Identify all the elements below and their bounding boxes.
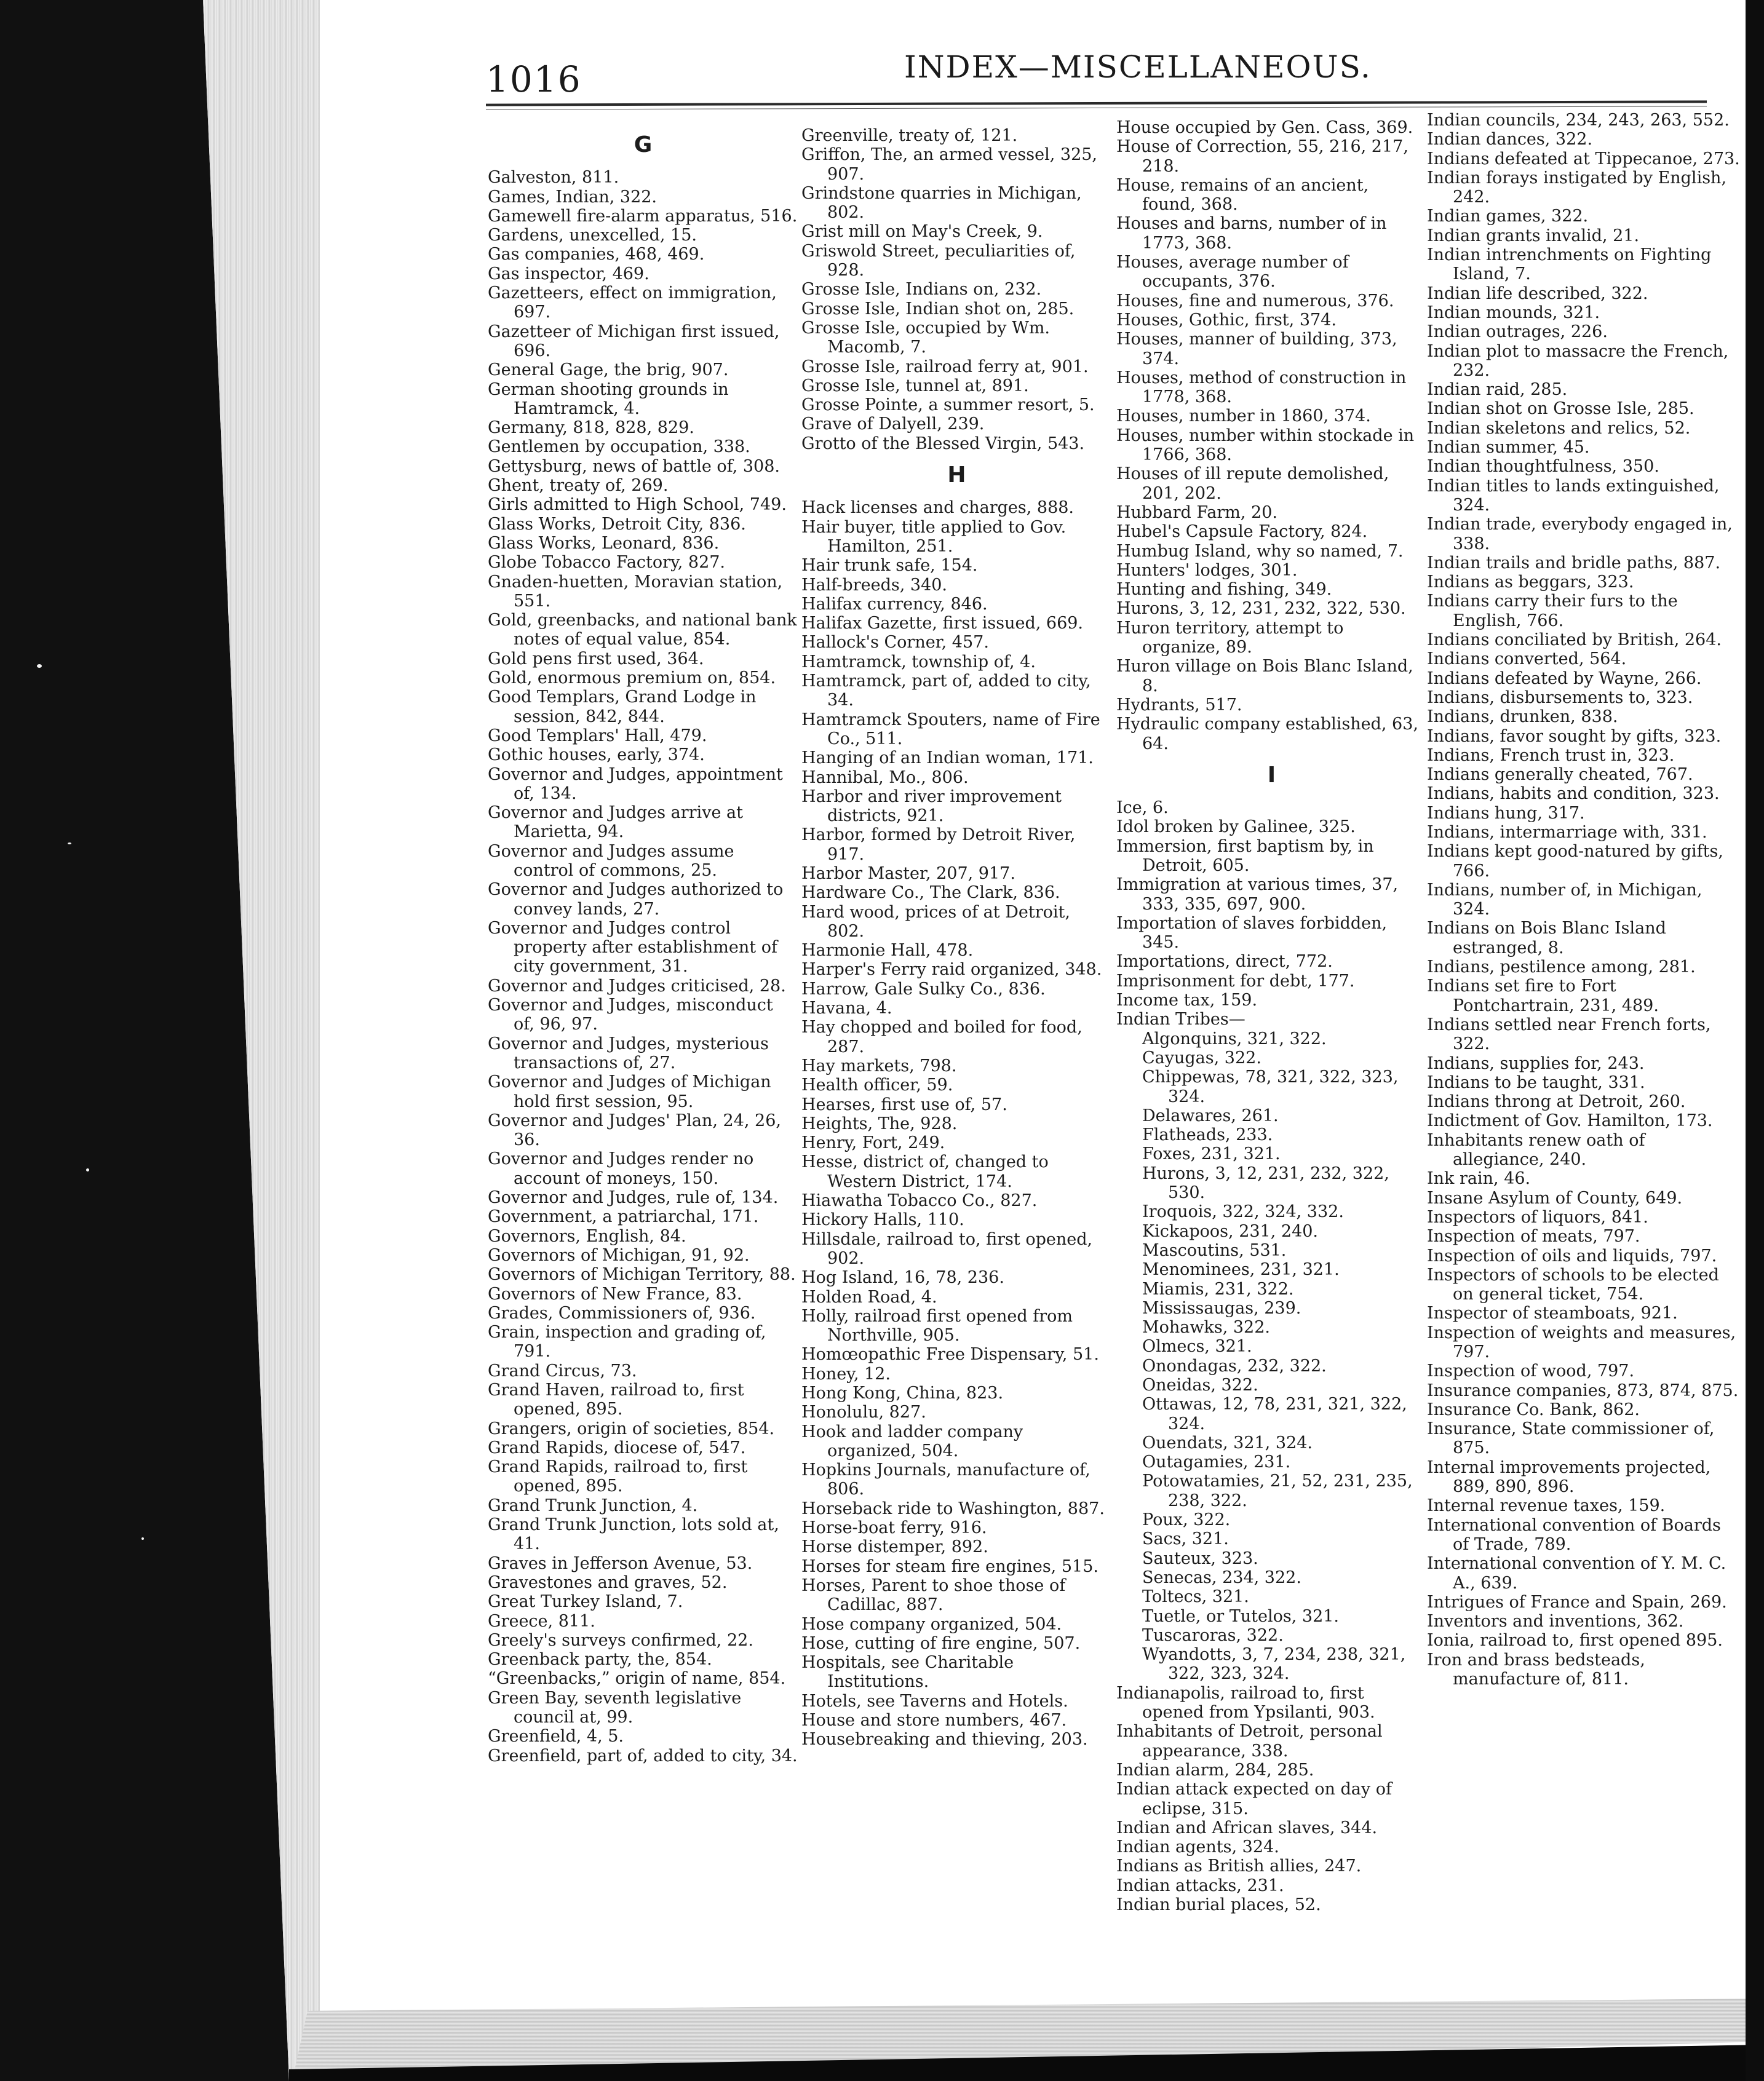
index-entry: Governor and Judges, mysterious transactions of, 27. — [488, 1034, 769, 1072]
index-entry: Hubbard Farm, 20. — [1116, 502, 1277, 522]
index-entry: Inspectors of liquors, 841. — [1427, 1207, 1648, 1227]
index-entry: Grosse Isle, tunnel at, 891. — [801, 376, 1029, 395]
index-entry: Gravestones and graves, 52. — [488, 1572, 728, 1592]
page-number: 1016 — [486, 58, 582, 100]
index-entry: Indians, disbursements to, 323. — [1427, 688, 1693, 707]
index-entry: Houses of ill repute demolished, 201, 202. — [1116, 464, 1389, 503]
index-entry: Grand Rapids, diocese of, 547. — [488, 1438, 746, 1457]
section-letter: G — [634, 132, 653, 157]
index-entry: Indians, supplies for, 243. — [1427, 1053, 1645, 1073]
index-subentry: Wyandotts, 3, 7, 234, 238, 321, 322, 323, 324. — [1142, 1645, 1406, 1684]
index-entry: International convention of Boards of Trade, 789. — [1427, 1515, 1721, 1554]
index-subentry: Mascoutins, 531. — [1142, 1240, 1287, 1260]
index-entry: Idol broken by Galinee, 325. — [1116, 817, 1356, 837]
index-entry: Indian trails and bridle paths, 887. — [1427, 553, 1721, 573]
index-column-2 — [801, 126, 1112, 1750]
index-entry: Insurance Co. Bank, 862. — [1427, 1400, 1640, 1419]
index-entry: Halifax Gazette, first issued, 669. — [801, 614, 1084, 633]
index-entry: General Gage, the brig, 907. — [488, 360, 729, 380]
index-entry: Gettysburg, news of battle of, 308. — [488, 456, 780, 476]
index-entry: Indian councils, 234, 243, 263, 552. — [1427, 111, 1730, 130]
index-subentry: Potowatamies, 21, 52, 231, 235, 238, 322. — [1142, 1472, 1413, 1510]
index-column-3 — [1116, 118, 1427, 1914]
index-subentry: Iroquois, 322, 324, 332. — [1142, 1202, 1344, 1222]
section-letter: I — [1267, 762, 1276, 788]
index-entry: Griffon, The, an armed vessel, 325, 907. — [801, 145, 1098, 184]
index-entry: Ice, 6. — [1116, 798, 1169, 818]
index-entry: Indians defeated at Tippecanoe, 273. — [1427, 149, 1740, 168]
index-subentry: Menominees, 231, 321. — [1142, 1260, 1340, 1280]
index-entry: Indian trade, everybody engaged in, 338. — [1427, 515, 1733, 553]
speck — [68, 842, 71, 844]
index-entry: Indians, habits and condition, 323. — [1427, 784, 1720, 804]
index-entry: Girls admitted to High School, 749. — [488, 495, 787, 515]
index-entry: Holden Road, 4. — [801, 1287, 937, 1307]
index-entry: Indians as beggars, 323. — [1427, 573, 1634, 592]
index-entry: Houses and barns, number of in 1773, 368. — [1116, 214, 1387, 253]
index-entry: Houses, number within stockade in 1766, 368. — [1116, 426, 1415, 465]
index-entry: House occupied by Gen. Cass, 369. — [1116, 118, 1413, 137]
index-subentry: Hurons, 3, 12, 231, 232, 322, 530. — [1142, 1163, 1389, 1203]
index-entry: Hesse, district of, changed to Western District, 174. — [801, 1152, 1049, 1191]
index-entry: Hanging of an Indian woman, 171. — [801, 748, 1094, 768]
index-entry: Internal revenue taxes, 159. — [1427, 1496, 1666, 1516]
index-entry: Houses, fine and numerous, 376. — [1116, 291, 1394, 311]
index-entry: Governors, English, 84. — [488, 1226, 686, 1246]
index-entry: Governor and Judges of Michigan hold first session, 95. — [488, 1072, 771, 1111]
index-entry: Galveston, 811. — [488, 168, 619, 188]
index-entry: Harper's Ferry raid organized, 348. — [801, 960, 1102, 980]
index-entry: Indians to be taught, 331. — [1427, 1072, 1645, 1092]
index-entry: Hearses, first use of, 57. — [801, 1095, 1007, 1114]
index-entry: Inspection of wood, 797. — [1427, 1362, 1635, 1381]
index-entry: Homœopathic Free Dispensary, 51. — [801, 1345, 1099, 1365]
index-entry: Indians, favor sought by gifts, 323. — [1427, 726, 1722, 746]
index-entry: Indians defeated by Wayne, 266. — [1427, 668, 1702, 688]
index-entry: Governor and Judges, misconduct of, 96, 97. — [488, 996, 773, 1034]
index-entry: Indians set fire to Fort Pontchartrain, 231, 489. — [1427, 977, 1659, 1015]
index-entry: Harbor and river improvement districts, 921. — [801, 787, 1062, 826]
index-entry: Indianapolis, railroad to, first opened from Ypsilanti, 903. — [1116, 1683, 1375, 1722]
index-entry: Houses, manner of building, 373, 374. — [1116, 330, 1397, 368]
index-entry: Great Turkey Island, 7. — [488, 1592, 683, 1612]
index-entry: Indians, drunken, 838. — [1427, 707, 1618, 727]
index-entry: Governor and Judges control property after establishment of city government, 31. — [488, 918, 777, 977]
index-entry: Indians conciliated by British, 264. — [1427, 630, 1722, 650]
index-entry: Indian life described, 322. — [1427, 283, 1648, 303]
index-entry: Governor and Judges, appointment of, 134. — [488, 764, 783, 803]
index-entry: Hunting and fishing, 349. — [1116, 580, 1332, 600]
index-entry: Indians, number of, in Michigan, 324. — [1427, 880, 1702, 919]
index-entry: Hamtramck, township of, 4. — [801, 652, 1036, 672]
index-entry: Hair trunk safe, 154. — [801, 556, 978, 576]
index-entry: Hard wood, prices of at Detroit, 802. — [801, 902, 1070, 941]
index-entry: Indian burial places, 52. — [1116, 1895, 1321, 1915]
index-entry: Housebreaking and thieving, 203. — [801, 1730, 1088, 1750]
index-entry: International convention of Y. M. C. A., 639. — [1427, 1554, 1726, 1593]
index-entry: Indians generally cheated, 767. — [1427, 765, 1693, 785]
index-entry: Grosse Pointe, a summer resort, 5. — [801, 395, 1095, 415]
index-subentry: Toltecs, 321. — [1142, 1587, 1249, 1607]
index-entry: Grindstone quarries in Michigan, 802. — [801, 183, 1082, 223]
index-subentry: Ouendats, 321, 324. — [1142, 1433, 1313, 1453]
index-entry: Heights, The, 928. — [801, 1114, 958, 1133]
index-entry: Indian grants invalid, 21. — [1427, 226, 1640, 245]
index-entry: Indian mounds, 321. — [1427, 303, 1600, 322]
index-entry: Gnaden-huetten, Moravian station, 551. — [488, 572, 783, 611]
index-entry: Ionia, railroad to, first opened 895. — [1427, 1631, 1723, 1651]
index-entry: Gardens, unexcelled, 15. — [488, 226, 697, 245]
index-entry: Gazetteers, effect on immigration, 697. — [488, 283, 777, 322]
index-entry: Grist mill on May's Creek, 9. — [801, 222, 1043, 242]
index-entry: Intrigues of France and Spain, 269. — [1427, 1592, 1727, 1612]
index-entry: Indian thoughtfulness, 350. — [1427, 457, 1659, 477]
index-entry: Globe Tobacco Factory, 827. — [488, 553, 726, 573]
index-entry: Imprisonment for debt, 177. — [1116, 971, 1355, 991]
index-subentry: Olmecs, 321. — [1142, 1337, 1252, 1357]
index-entry: Graves in Jefferson Avenue, 53. — [488, 1553, 753, 1573]
index-entry: Indians throng at Detroit, 260. — [1427, 1092, 1686, 1112]
index-entry: Indians carry their furs to the English, 766. — [1427, 592, 1678, 630]
speck — [37, 664, 42, 668]
index-entry: Iron and brass bedsteads, manufacture of, 811. — [1427, 1650, 1645, 1689]
index-entry: Indian and African slaves, 344. — [1116, 1818, 1378, 1837]
index-entry: Indian attack expected on day of eclipse, 315. — [1116, 1780, 1392, 1818]
index-entry: Grand Haven, railroad to, first opened, 895. — [488, 1381, 744, 1419]
index-entry: Humbug Island, why so named, 7. — [1116, 541, 1404, 561]
index-entry: Governors of New France, 83. — [488, 1284, 742, 1304]
index-entry: Internal improvements projected, 889, 890, 896. — [1427, 1457, 1711, 1497]
index-entry: Health officer, 59. — [801, 1076, 953, 1095]
index-entry: Glass Works, Leonard, 836. — [488, 533, 720, 553]
index-entry: Horseback ride to Washington, 887. — [801, 1499, 1105, 1518]
index-entry: Immigration at various times, 37, 333, 335, 697, 900. — [1116, 875, 1399, 914]
index-entry: Grosse Isle, Indian shot on, 285. — [801, 299, 1075, 319]
index-entry: Grosse Isle, Indians on, 232. — [801, 280, 1042, 299]
index-subentry: Sacs, 321. — [1142, 1529, 1229, 1549]
index-subentry: Chippewas, 78, 321, 322, 323, 324. — [1142, 1068, 1399, 1106]
index-subentry: Algonquins, 321, 322. — [1142, 1029, 1327, 1048]
index-entry: “Greenbacks,” origin of name, 854. — [488, 1669, 786, 1689]
index-entry: German shooting grounds in Hamtramck, 4. — [488, 379, 729, 418]
index-entry: Holly, railroad first opened from Northville, 905. — [801, 1306, 1073, 1346]
index-entry: Governor and Judges arrive at Marietta, 94. — [488, 803, 743, 842]
index-entry: Greenfield, part of, added to city, 34. — [488, 1746, 798, 1766]
index-entry: Harmonie Hall, 478. — [801, 941, 974, 961]
index-entry: Grotto of the Blessed Virgin, 543. — [801, 434, 1085, 453]
index-entry: Immersion, first baptism by, in Detroit, 605. — [1116, 836, 1374, 875]
index-entry: Gentlemen by occupation, 338. — [488, 437, 750, 457]
index-entry: Governor and Judges authorized to convey lands, 27. — [488, 880, 784, 919]
index-entry: Hong Kong, China, 823. — [801, 1384, 1004, 1403]
index-entry: Inventors and inventions, 362. — [1427, 1612, 1684, 1631]
index-entry: Ink rain, 46. — [1427, 1169, 1531, 1189]
index-entry: Governors of Michigan, 91, 92. — [488, 1245, 750, 1265]
index-entry: Gas companies, 468, 469. — [488, 245, 705, 264]
index-entry: Honolulu, 827. — [801, 1403, 926, 1422]
index-subentry: Miamis, 231, 322. — [1142, 1279, 1294, 1299]
index-entry: Good Templars' Hall, 479. — [488, 726, 707, 745]
header-rule — [486, 100, 1707, 106]
index-entry: Hiawatha Tobacco Co., 827. — [801, 1191, 1038, 1211]
index-entry: Hamtramck, part of, added to city, 34. — [801, 672, 1091, 710]
index-entry: Indians converted, 564. — [1427, 649, 1627, 669]
index-entry: Horse distemper, 892. — [801, 1537, 988, 1557]
index-entry: Gas inspector, 469. — [488, 264, 650, 283]
index-entry: Grand Circus, 73. — [488, 1361, 637, 1381]
index-entry: Hardware Co., The Clark, 836. — [801, 883, 1060, 903]
index-entry: Greenback party, the, 854. — [488, 1650, 712, 1670]
section-letter: H — [947, 462, 966, 488]
index-entry: Grand Trunk Junction, 4. — [488, 1496, 698, 1515]
index-entry: Grades, Commissioners of, 936. — [488, 1303, 756, 1323]
index-entry: Houses, average number of occupants, 376. — [1116, 253, 1349, 291]
index-entry: Hose company organized, 504. — [801, 1614, 1062, 1634]
index-entry: Hopkins Journals, manufacture of, 806. — [801, 1461, 1091, 1499]
index-entry: Indian summer, 45. — [1427, 438, 1590, 458]
index-entry: Indian shot on Grosse Isle, 285. — [1427, 399, 1694, 419]
index-entry: Indian titles to lands extinguished, 324. — [1427, 476, 1720, 515]
index-entry: Gazetteer of Michigan first issued, 696. — [488, 322, 780, 360]
index-subentry: Senecas, 234, 322. — [1142, 1568, 1301, 1587]
index-entry: Insurance companies, 873, 874, 875. — [1427, 1381, 1739, 1400]
index-entry: Hydraulic company established, 63, 64. — [1116, 715, 1418, 753]
index-entry: Indian attacks, 231. — [1116, 1876, 1284, 1895]
index-entry: Germany, 818, 828, 829. — [488, 418, 694, 438]
index-subentry: Kickapoos, 231, 240. — [1142, 1221, 1319, 1241]
index-entry: Horse-boat ferry, 916. — [801, 1518, 987, 1538]
index-entry: Governor and Judges, rule of, 134. — [488, 1188, 779, 1208]
index-entry: House and store numbers, 467. — [801, 1711, 1067, 1730]
index-entry: Indians as British allies, 247. — [1116, 1857, 1362, 1876]
index-column-4 — [1427, 111, 1741, 1689]
index-entry: Inspection of weights and measures, 797. — [1427, 1323, 1736, 1362]
index-entry: Hay markets, 798. — [801, 1056, 957, 1076]
index-entry: Hillsdale, railroad to, first opened, 902. — [801, 1229, 1093, 1268]
index-entry: Grave of Dalyell, 239. — [801, 414, 985, 434]
index-entry: Indians, pestilence among, 281. — [1427, 957, 1696, 977]
index-entry: Houses, number in 1860, 374. — [1116, 406, 1371, 426]
index-subentry: Onondagas, 232, 322. — [1142, 1356, 1327, 1376]
index-entry: Indian raid, 285. — [1427, 380, 1568, 400]
index-subentry: Tuetle, or Tutelos, 321. — [1142, 1606, 1340, 1626]
index-subentry: Oneidas, 322. — [1142, 1376, 1258, 1395]
index-entry: Houses, Gothic, first, 374. — [1116, 310, 1337, 330]
scanner-right-shadow — [1746, 0, 1764, 2081]
index-entry: Indians, French trust in, 323. — [1427, 745, 1675, 765]
index-entry: House of Correction, 55, 216, 217, 218. — [1116, 137, 1408, 176]
index-entry: Indians settled near French forts, 322. — [1427, 1015, 1711, 1054]
index-entry: Indians hung, 317. — [1427, 803, 1585, 823]
index-entry: Indian Tribes— — [1116, 1010, 1246, 1029]
running-head: INDEX—MISCELLANEOUS. — [904, 49, 1372, 85]
index-entry: Harbor, formed by Detroit River, 917. — [801, 825, 1076, 864]
index-entry: Hubel's Capsule Factory, 824. — [1116, 522, 1368, 542]
index-entry: Hotels, see Taverns and Hotels. — [801, 1691, 1068, 1711]
index-entry: Grangers, origin of societies, 854. — [488, 1419, 775, 1438]
index-entry: Glass Works, Detroit City, 836. — [488, 514, 746, 534]
index-entry: Good Templars, Grand Lodge in session, 842, 844. — [488, 688, 757, 726]
index-entry: Houses, method of construction in 1778, 368. — [1116, 368, 1407, 407]
index-entry: Indian outrages, 226. — [1427, 322, 1608, 342]
index-entry: Hamtramck Spouters, name of Fire Co., 511. — [801, 710, 1100, 748]
index-entry: Greece, 811. — [488, 1611, 595, 1631]
index-entry: Importations, direct, 772. — [1116, 952, 1333, 972]
index-entry: Inspectors of schools to be elected on general ticket, 754. — [1427, 1265, 1719, 1304]
index-entry: Greenville, treaty of, 121. — [801, 126, 1018, 145]
index-entry: Half-breeds, 340. — [801, 575, 948, 595]
index-entry: Gold, enormous premium on, 854. — [488, 668, 776, 688]
index-subentry: Tuscaroras, 322. — [1142, 1625, 1284, 1645]
index-entry: Havana, 4. — [801, 999, 892, 1018]
index-subentry: Mohawks, 322. — [1142, 1318, 1270, 1338]
index-entry: Hook and ladder company organized, 504. — [801, 1422, 1023, 1461]
index-entry: Inspector of steamboats, 921. — [1427, 1304, 1678, 1323]
index-entry: Governor and Judges assume control of commons, 25. — [488, 841, 734, 880]
index-entry: Hog Island, 16, 78, 236. — [801, 1268, 1004, 1288]
index-entry: Indian intrenchments on Fighting Island, 7. — [1427, 245, 1712, 284]
index-entry: Grosse Isle, occupied by Wm. Macomb, 7. — [801, 318, 1051, 357]
index-entry: Indian skeletons and relics, 52. — [1427, 418, 1691, 438]
index-entry: Indian plot to massacre the French, 232. — [1427, 341, 1729, 380]
index-entry: Governors of Michigan Territory, 88. — [488, 1265, 796, 1285]
index-entry: Griswold Street, peculiarities of, 928. — [801, 241, 1076, 280]
index-entry: Green Bay, seventh legislative council at, 99. — [488, 1688, 742, 1727]
index-entry: Indian alarm, 284, 285. — [1116, 1760, 1314, 1780]
index-entry: Gold, greenbacks, and national bank notes of equal value, 854. — [488, 611, 797, 649]
index-entry: Grand Rapids, railroad to, first opened, 895. — [488, 1457, 748, 1496]
index-entry: Indian dances, 322. — [1427, 130, 1593, 149]
index-entry: Hose, cutting of fire engine, 507. — [801, 1633, 1081, 1653]
index-subentry: Delawares, 261. — [1142, 1106, 1279, 1125]
index-subentry: Foxes, 231, 321. — [1142, 1144, 1281, 1164]
index-entry: Hydrants, 517. — [1116, 695, 1242, 715]
index-entry: Henry, Fort, 249. — [801, 1133, 945, 1153]
index-entry: Grand Trunk Junction, lots sold at, 41. — [488, 1515, 779, 1554]
index-entry: Income tax, 159. — [1116, 991, 1258, 1010]
index-subentry: Ottawas, 12, 78, 231, 321, 322, 324. — [1142, 1395, 1407, 1433]
index-entry: Horses for steam fire engines, 515. — [801, 1556, 1099, 1576]
index-entry: Hair buyer, title applied to Gov. Hamilton, 251. — [801, 517, 1067, 556]
index-subentry: Poux, 322. — [1142, 1510, 1231, 1530]
index-entry: Indian agents, 324. — [1116, 1837, 1279, 1857]
index-subentry: Sauteux, 323. — [1142, 1548, 1258, 1568]
index-entry: Insane Asylum of County, 649. — [1427, 1188, 1683, 1208]
index-entry: Huron territory, attempt to organize, 89. — [1116, 618, 1344, 657]
index-entry: Honey, 12. — [801, 1364, 891, 1384]
index-entry: Government, a patriarchal, 171. — [488, 1207, 759, 1227]
index-subentry: Outagamies, 231. — [1142, 1453, 1291, 1472]
index-subentry: Flatheads, 233. — [1142, 1125, 1273, 1145]
index-entry: Hay chopped and boiled for food, 287. — [801, 1018, 1083, 1056]
index-entry: Hunters' lodges, 301. — [1116, 560, 1298, 580]
index-entry: Indian games, 322. — [1427, 207, 1589, 226]
index-entry: Governor and Judges render no account of moneys, 150. — [488, 1149, 754, 1188]
index-entry: Indians on Bois Blanc Island estranged, 8. — [1427, 919, 1666, 957]
index-entry: Huron village on Bois Blanc Island, 8. — [1116, 657, 1413, 696]
index-entry: Horses, Parent to shoe those of Cadillac, 887. — [801, 1576, 1066, 1615]
index-entry: Greenfield, 4, 5. — [488, 1727, 624, 1746]
index-column-1 — [488, 123, 798, 1766]
index-entry: Gothic houses, early, 374. — [488, 745, 705, 765]
speck — [141, 1537, 144, 1540]
index-entry: Greely's surveys confirmed, 22. — [488, 1630, 753, 1650]
header-rule-thin — [486, 106, 1707, 109]
index-subentry: Cayugas, 322. — [1142, 1048, 1261, 1068]
index-entry: Hack licenses and charges, 888. — [801, 498, 1075, 518]
index-entry: Halifax currency, 846. — [801, 594, 988, 614]
index-entry: Grosse Isle, railroad ferry at, 901. — [801, 357, 1089, 376]
index-entry: Inhabitants of Detroit, personal appearance, 338. — [1116, 1722, 1383, 1761]
index-entry: Grain, inspection and grading of, 791. — [488, 1323, 766, 1362]
index-entry: Indians kept good-natured by gifts, 766. — [1427, 842, 1723, 881]
index-entry: Importation of slaves forbidden, 345. — [1116, 913, 1388, 953]
index-entry: Games, Indian, 322. — [488, 187, 658, 207]
index-entry: Ghent, treaty of, 269. — [488, 476, 669, 496]
index-entry: Hurons, 3, 12, 231, 232, 322, 530. — [1116, 599, 1406, 619]
index-entry: House, remains of an ancient, found, 368. — [1116, 175, 1369, 215]
index-entry: Hickory Halls, 110. — [801, 1210, 964, 1230]
index-entry: Inhabitants renew oath of allegiance, 240. — [1427, 1130, 1645, 1170]
index-entry: Gold pens first used, 364. — [488, 649, 704, 668]
index-entry: Indictment of Gov. Hamilton, 173. — [1427, 1111, 1713, 1131]
index-entry: Insurance, State commissioner of, 875. — [1427, 1419, 1715, 1458]
index-entry: Inspection of meats, 797. — [1427, 1227, 1640, 1247]
index-entry: Governor and Judges criticised, 28. — [488, 976, 786, 996]
index-entry: Harrow, Gale Sulky Co., 836. — [801, 979, 1046, 999]
index-entry: Hannibal, Mo., 806. — [801, 767, 969, 787]
index-entry: Gamewell fire-alarm apparatus, 516. — [488, 206, 798, 226]
index-entry: Hallock's Corner, 457. — [801, 633, 989, 652]
speck — [86, 1168, 89, 1171]
index-entry: Inspection of oils and liquids, 797. — [1427, 1246, 1717, 1266]
index-entry: Harbor Master, 207, 917. — [801, 863, 1015, 883]
index-entry: Governor and Judges' Plan, 24, 26, 36. — [488, 1111, 781, 1150]
index-entry: Indian forays instigated by English, 242. — [1427, 168, 1727, 207]
index-subentry: Mississaugas, 239. — [1142, 1298, 1301, 1318]
index-entry: Indians, intermarriage with, 331. — [1427, 822, 1707, 842]
index-entry: Hospitals, see Charitable Institutions. — [801, 1653, 1014, 1692]
